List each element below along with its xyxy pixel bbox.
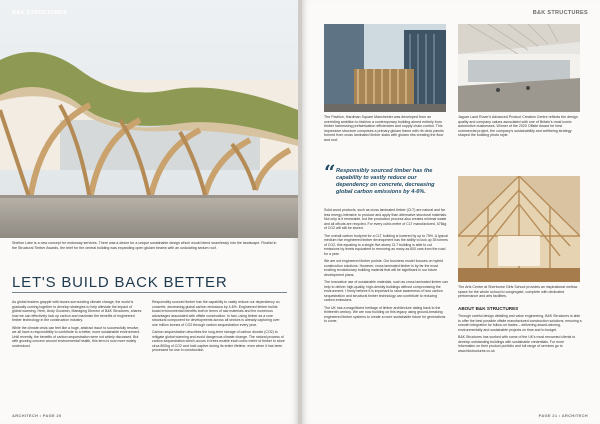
paragraph: Through careful design detailing and value engineering, B&K Structures is able to offer the best possible offsite manufactured construction solutions, ensuring a smooth integration for follow-on trades – delivering award-winning, environmentally and sustainable projects on time and to budget. [458,314,582,332]
about-heading: ABOUT B&K STRUCTURES [458,306,519,311]
photo-caption: Shelton Lake is a new concept for motorway services. There was a desire for a unique sustainable design which would blend seamlessly into the landscape. Finalist in the Structural Timber Awards, the brief for the central building was expanding open glulam beams with an undulating sedum roof. [12,241,277,250]
arts-centre-caption: The Arts Centre at Sherborne Girls School provides an inspirational mellow space for the whole school to congregate, complete with dedicated performance and arts facilities. [458,285,578,299]
pavilion-photo [324,24,446,112]
section-tag: B&K STRUCTURES [532,10,588,16]
paragraph: Responsibly sourced timber has the capability to vastly reduce our dependency on concrete, decreasing global carbon emissions by 4-6%. Engineered timber builds boast environmental benefits both in terms of raw materials and the numerous advantages associated with offsite construction. In fact, using timber as a core structural component for developments across all sectors is already capturing over one million tonnes of CO2 through carbon sequestration every year. [152,300,280,327]
page-headline: LET'S BUILD BACK BETTER [12,274,228,291]
body-column-1 [12,300,142,351]
jaguar-caption: Jaguar Land Rover's Advanced Product Creation Centre reflects the design quality and company values associated with one of Britain's most iconic automotive businesses. Winner of the 2020 Offsite Award for best commercial project, the company's sustainability and wellbeing strategy shaped the building photo style. [458,115,578,138]
body-column-3 [324,208,448,327]
about-text [458,314,582,356]
right-page [302,0,600,424]
jaguar-building-photo [458,24,580,112]
paragraph: We are not engineered timber purists. Our business model focuses on hybrid construction solutions. However, cross laminated timber is by far the most exciting revolutionary building material that will be significant in our future development plans. [324,259,443,277]
paragraph: B&K Structures has worked with some of the UK's most renowned clients to develop outstanding buildings with sustainable credentials. For more information on their product portfolio and full range of services go to www.bkstructures.co.uk [458,335,576,353]
page-footer: ARCHITECH • PAGE 20 [12,413,62,418]
paragraph: The innovative use of sustainable materials, such as cross laminated timber can help to deliver high-quality, high-density buildings without compromising the environment. I firmly believe it is important to raise awareness of how carbon sequestration and structural timber technology can contribute to reducing carbon emissions. [324,280,448,302]
body-column-2 [152,300,286,356]
paragraph: Solid wood products, such as cross laminated timber (CLT) are natural and far less energy-intensive to produce and apply than alternative structural materials. Not only is it renewable, but the production process also creates minimal waste and all offcuts are recycled. For every cubic metre of CLT manufactured, 676kg of CO2 will still be stored. [324,208,447,230]
quote-mark-icon: “ [324,160,336,184]
shelton-lake-photo [0,0,298,238]
pull-quote: Responsibly sourced timber has the capability to vastly reduce our dependency on concrete, decreasing global carbon emissions by 4-6%. [336,168,435,195]
arts-centre-photo [458,176,580,282]
headline-rule [12,292,287,293]
paragraph: As global leaders grapple with issues surrounding climate change, the world is gradually coming together to develop strategies to help alleviate the impact of global warming. Here, Andy Goodwin, Managing Director of B&K Structures, shares how we can effectively lock up carbon and maximise the benefits of engineered timber technology in the construction industry. [12,300,142,322]
page-footer: PAGE 21 • ARCHITECH [538,413,588,418]
paragraph: The UK has a magnificent heritage of timber architecture dating back to the thirteenth century. We are now building on this legacy using ground-breaking engineered timber systems to create a more sustainable future for generations to come. [324,305,446,323]
pavilion-caption: The Pavilion, Hardman Square Manchester was developed from an overriding ambition to fashion a contemporary building aimed entirely from timber harnessing prefabrication efficiencies and supply chain control. This impressive structure comprises a primary glulam frame with rib deck panels formed from cross laminated timber slabs with glulam ribs creating the floor and roof. [324,115,444,142]
paragraph: While the climate crisis can feel like a huge, abstract issue to successfully resolve, we all have a responsibility to contribute to a better, more sustainable environment. Until recently, the benefits of carbon sequestration were not widely discussed. But with growing concern around environmental health, this term is now more widely understood. [12,325,141,348]
section-tag: B&K STRUCTURES [12,10,68,16]
paragraph: Carbon sequestration describes the long-term storage of carbon dioxide (CO2) to mitigate global warming and avoid dangerous climate change. The natural process of carbon sequestration which occurs in trees enable each cubic metre of timber to store circa 800kg of CO2 and hold captive during its entire lifetime, even when it has been processed for use in construction. [152,330,285,352]
paragraph: The overall carbon footprint for a CLT building is lowered by up to 75%. A typical medium rise engineered timber development has the ability to lock up 35 tonnes of CO2, this equating to a single five-storey CLT building is able to cut emissions by levels equivalent to removing as many as 600 cars from the road for a year. [324,233,448,256]
left-page [0,0,298,424]
